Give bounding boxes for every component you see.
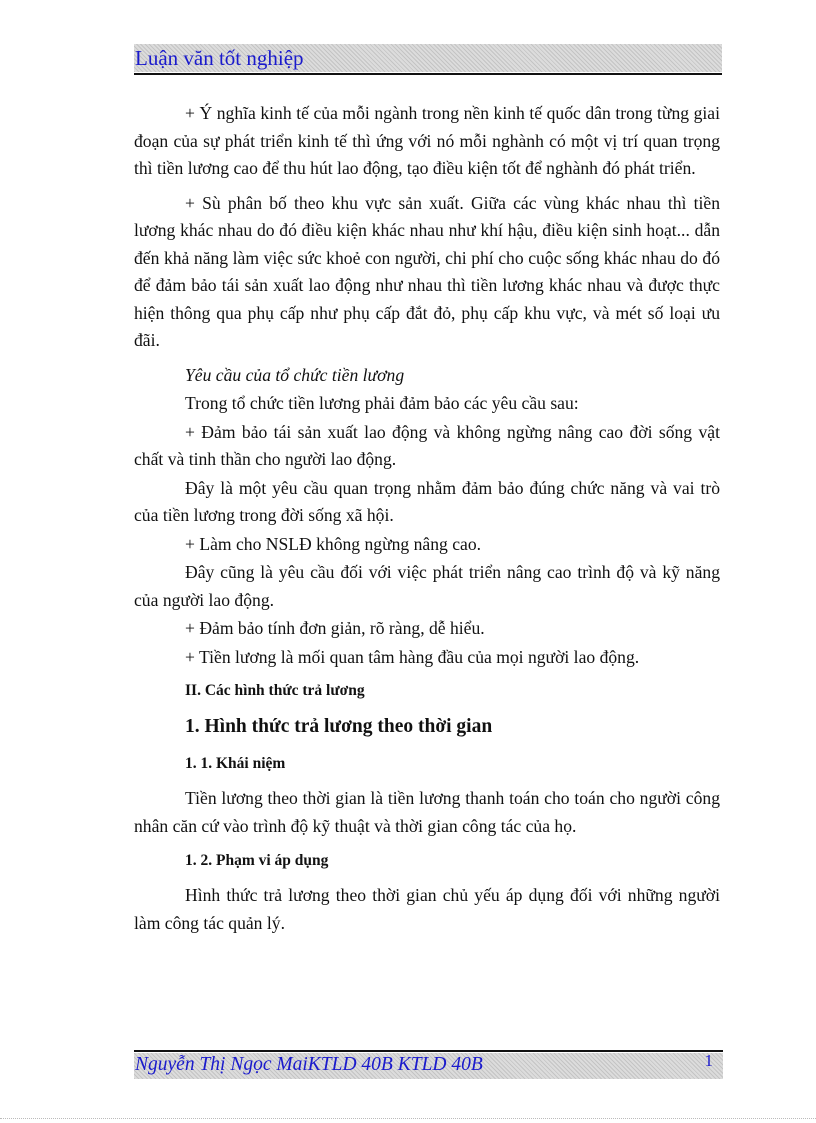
- paragraph-economic-significance: + Ý nghĩa kinh tế của mỗi ngành trong nền kinh tế quốc dân trong từng giai đoạn của sự phát triển kinh tế thì ứng với nó mỗi nghành có một vị trí quan trọng thì tiền lương cao để thu hút lao động, tạo điều kiện tốt để nghành đó phát triển.: [134, 103, 720, 178]
- paragraph-requirement-importance: Đây là một yêu cầu quan trọng nhằm đảm bảo đúng chức năng và vai trò của tiền lương trong đời sống xã hội.: [134, 477, 720, 525]
- subsection-heading-scope: 1. 2. Phạm vi áp dụng: [185, 852, 329, 869]
- paragraph-scope: Hình thức trả lương theo thời gian chủ yếu áp dụng đối với những người làm công tác quản lý.: [134, 885, 720, 933]
- paragraph-concept: Tiền lương theo thời gian là tiền lương thanh toán cho toán cho người công nhân căn cứ vào trình độ kỹ thuật và thời gian công tác của họ.: [134, 788, 720, 836]
- paragraph-requirement-productivity: + Làm cho NSLĐ không ngừng nâng cao.: [185, 533, 482, 554]
- section-heading-forms: II. Các hình thức trả lương: [185, 682, 365, 699]
- page-header: [134, 44, 722, 72]
- footer-author: Nguyễn Thị Ngọc MaiKTLD 40B KTLD 40B: [135, 1054, 483, 1075]
- subheading-requirements: Yêu cầu của tổ chức tiền lương: [185, 364, 405, 385]
- page-boundary: [0, 1118, 816, 1119]
- footer-rule: [134, 1050, 723, 1052]
- header-title: Luận văn tốt nghiệp: [135, 46, 304, 70]
- paragraph-requirements-intro: Trong tổ chức tiền lương phải đảm bảo các yêu cầu sau:: [185, 393, 579, 413]
- paragraph-requirement-concern: + Tiền lương là mối quan tâm hàng đầu của mọi người lao động.: [185, 646, 640, 667]
- subsection-heading-concept: 1. 1. Khái niệm: [185, 755, 286, 772]
- section-heading-time-wage: 1. Hình thức trả lương theo thời gian: [185, 716, 493, 737]
- paragraph-requirement-reproduction: + Đảm bảo tái sản xuất lao động và không ngừng nâng cao đời sống vật chất và tinh thần cho người lao động.: [134, 421, 720, 469]
- paragraph-requirement-skills: Đây cũng là yêu cầu đối với việc phát triển nâng cao trình độ và kỹ năng của người lao động.: [134, 562, 720, 610]
- header-rule: [134, 73, 722, 75]
- page-number: 1: [704, 1051, 713, 1070]
- paragraph-requirement-simplicity: + Đảm bảo tính đơn giản, rõ ràng, dễ hiểu.: [185, 618, 485, 638]
- paragraph-regional-distribution: + Sù phân bố theo khu vực sản xuất. Giữa các vùng khác nhau thì tiền lương khác nhau do đó điều kiện khác nhau như khí hậu, điều kiện sinh hoạt... dẫn đến khả năng làm việc sức khoẻ con người, chi phí cho cuộc sống khác nhau do đó để đảm bảo tái sản xuất lao động như nhau thì tiền lương khác nhau và được thực hiện thông qua phụ cấp như phụ cấp đắt đỏ, phụ cấp khu vực, và mét số loại ưu đãi.: [134, 192, 720, 350]
- document-body: [134, 100, 720, 944]
- page-footer: [134, 1053, 723, 1079]
